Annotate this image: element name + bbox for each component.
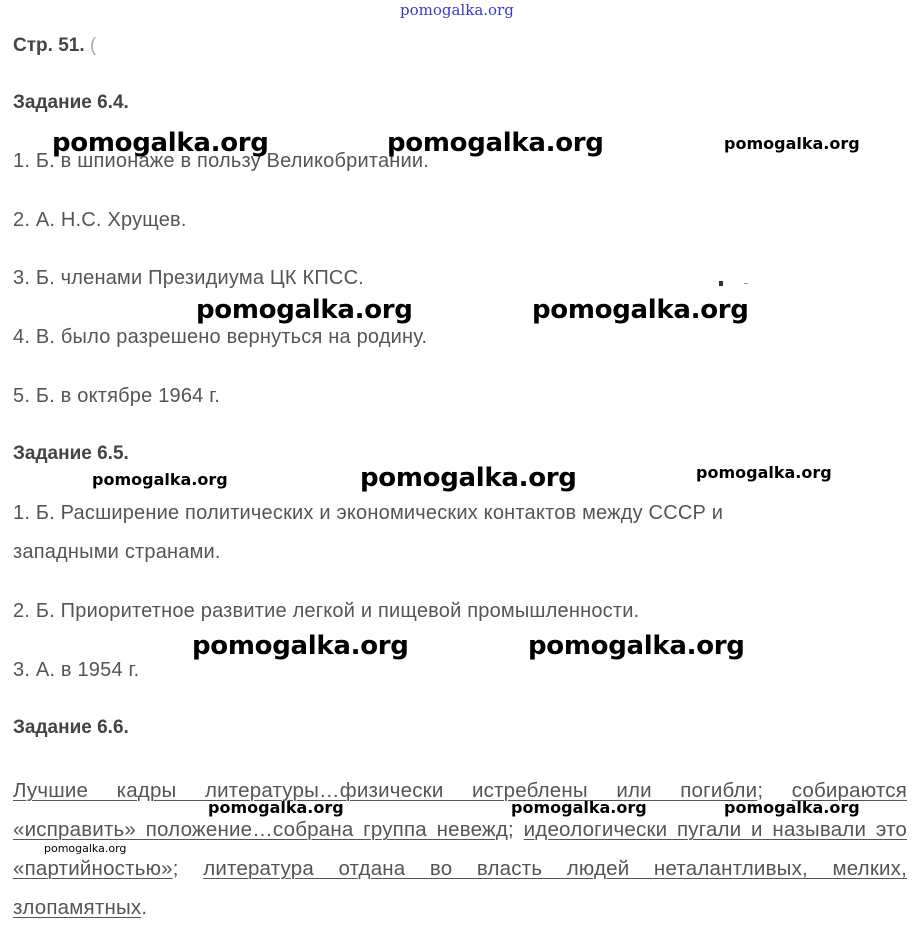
quote-segment-4: литература отдана во власть людей неталантливых, мелких, злопамятных bbox=[13, 857, 907, 919]
task-6-4-answer-5: 5. Б. в октябре 1964 г. bbox=[13, 385, 221, 407]
quote-segment-3: идеологически пугали и называли это «партийностью» bbox=[13, 818, 907, 880]
watermark: pomogalka.org bbox=[387, 128, 604, 158]
separator: ; bbox=[172, 857, 204, 880]
stray-mark bbox=[719, 281, 723, 286]
watermark: pomogalka.org bbox=[360, 463, 577, 493]
separator: ; bbox=[757, 779, 792, 802]
watermark: pomogalka.org bbox=[196, 295, 413, 325]
quote-segment-1: Лучшие кадры литературы…физически истреблены или погибли bbox=[13, 779, 758, 802]
watermark: pomogalka.org bbox=[44, 842, 127, 855]
watermark: pomogalka.org bbox=[208, 798, 344, 817]
watermark: pomogalka.org bbox=[532, 295, 749, 325]
stray-mark bbox=[744, 283, 748, 284]
final-period: . bbox=[141, 896, 148, 919]
task-6-5-answer-2: 2. Б. Приоритетное развитие легкой и пищевой промышленности. bbox=[13, 600, 640, 622]
task-6-6-title: Задание 6.6. bbox=[13, 717, 129, 738]
watermark-top: pomogalka.org bbox=[400, 1, 514, 19]
watermark: pomogalka.org bbox=[52, 128, 269, 158]
task-6-4-title: Задание 6.4. bbox=[13, 92, 129, 113]
task-6-4-answer-1: 1. Б. в шпионаже в пользу Великобритании. bbox=[13, 150, 430, 172]
task-6-6-paragraph bbox=[13, 771, 907, 927]
watermark: pomogalka.org bbox=[92, 470, 228, 489]
watermark: pomogalka.org bbox=[192, 631, 409, 661]
task-6-5-answer-1-line-1: 1. Б. Расширение политических и экономических контактов между СССР и bbox=[13, 502, 724, 524]
task-6-5-answer-3: 3. А. в 1954 г. bbox=[13, 659, 140, 681]
quote-segment-2: собираются «исправить» положение…собрана группа невежд bbox=[13, 779, 907, 841]
separator: ; bbox=[508, 818, 524, 841]
task-6-4-answer-2: 2. А. Н.С. Хрущев. bbox=[13, 209, 187, 231]
task-6-4-answer-4: 4. В. было разрешено вернуться на родину. bbox=[13, 326, 428, 348]
page-reference bbox=[13, 35, 96, 57]
watermark: pomogalka.org bbox=[724, 134, 860, 153]
page-reference-tail: ( bbox=[89, 35, 97, 56]
task-6-5-title: Задание 6.5. bbox=[13, 443, 129, 464]
watermark: pomogalka.org bbox=[528, 631, 745, 661]
page-reference-text: Стр. 51. bbox=[13, 35, 85, 56]
watermark: pomogalka.org bbox=[724, 798, 860, 817]
watermark: pomogalka.org bbox=[696, 463, 832, 482]
task-6-5-answer-1-line-2: западными странами. bbox=[13, 541, 221, 563]
task-6-4-answer-3: 3. Б. членами Президиума ЦК КПСС. bbox=[13, 267, 364, 289]
watermark: pomogalka.org bbox=[511, 798, 647, 817]
